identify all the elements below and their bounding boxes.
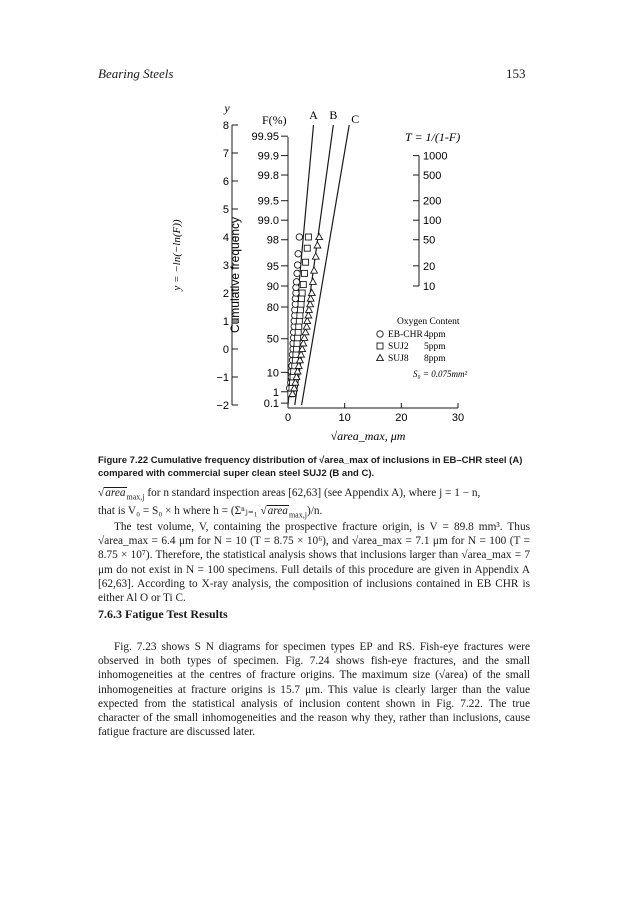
t-tick-label: 1000 bbox=[423, 150, 448, 163]
x-axis-label: √area_max, μm bbox=[330, 429, 406, 443]
line-label-b: B bbox=[329, 108, 338, 122]
sqrt-area-symbol: area bbox=[105, 487, 126, 499]
f-tick-label: 80 bbox=[266, 302, 279, 315]
paragraph-2-text: The test volume, V, containing the prospective fracture origin, is V = 89.8 mm³. Thus √area_max = 6.4 μm for N = 10 (T = 8.75 × 10⁶), and √area_max = 7.1 μm for N = 100 (T = 8.75 × 10⁷). Therefore, the statistical analysis shows that inclusions larger than √area_max = 7 μm do not exist in N = 100 specimens. Full details of this procedure are given in Appendix A [62,63]. According to X-ray analysis, the composition of inclusions contained in EB CHR is either Al O or Ti C. bbox=[98, 521, 530, 605]
t-tick-label: 50 bbox=[423, 234, 436, 247]
f-tick-label: 90 bbox=[266, 280, 279, 293]
section-heading: 7.6.3 Fatigue Test Results bbox=[98, 607, 228, 621]
point-suj8 bbox=[314, 242, 321, 248]
y-reduced-tick-label: 3 bbox=[222, 260, 229, 272]
legend-oxygen-suj8: 8ppm bbox=[424, 354, 446, 364]
paragraph-3 bbox=[98, 640, 530, 739]
point-suj8 bbox=[308, 289, 315, 295]
x-tick-label: 20 bbox=[395, 412, 408, 424]
legend-name-eb-chr: EB-CHR bbox=[388, 330, 423, 340]
point-suj2 bbox=[304, 245, 310, 251]
line-label-a: A bbox=[309, 108, 318, 122]
point-eb-chr bbox=[294, 270, 300, 276]
y-reduced-tick-label: 1 bbox=[222, 316, 229, 328]
paragraph-3-text: Fig. 7.23 shows S N diagrams for specimen types EP and RS. Fish-eye fractures were observed in both types of specimen. Fig. 7.24 shows fish-eye fractures, and the small inhomogeneities at the centres of fracture origins. The maximum size (√area) of the small inhomogeneities at fracture origins is 15.7 μm. This value is clearly larger than the value expected from the statistical analysis of inclusion content shown in Fig. 7.22. The true character of the small inhomogeneities and the reason why they, rather than inclusions, cause fatigue fracture are discussed later. bbox=[98, 641, 530, 739]
x-tick-label: 30 bbox=[451, 412, 465, 424]
paragraph-1-line-2a: that is V₀ = S₀ × h where h = (Σⁿⱼ₌₁ bbox=[98, 505, 258, 518]
point-suj2 bbox=[300, 282, 306, 288]
sqrt-area-symbol-2: area bbox=[267, 505, 288, 518]
point-suj2 bbox=[296, 324, 302, 330]
sub-max-j: max,j bbox=[126, 492, 145, 502]
legend-title: Oxygen Content bbox=[397, 317, 460, 327]
f-tick-label: 99.0 bbox=[257, 215, 279, 228]
f-tick-label: 50 bbox=[266, 333, 279, 346]
x-tick-label: 10 bbox=[338, 412, 351, 424]
point-suj8 bbox=[311, 267, 318, 273]
y-reduced-tick-label: 8 bbox=[222, 120, 229, 132]
point-suj2 bbox=[298, 301, 304, 307]
y-reduced-tick-label: 5 bbox=[222, 204, 229, 216]
f-tick-label: 99.8 bbox=[257, 170, 279, 183]
point-suj8 bbox=[316, 233, 323, 239]
f-tick-label: 95 bbox=[266, 260, 279, 273]
legend-marker-suj2 bbox=[377, 343, 383, 349]
legend-marker-eb-chr bbox=[377, 331, 383, 337]
y-reduced-label: y = −ln(−ln(F)) bbox=[171, 219, 183, 291]
y-axis-letter: y bbox=[224, 101, 230, 115]
point-suj8 bbox=[310, 278, 317, 284]
point-suj2 bbox=[297, 307, 303, 313]
x-tick-label: 0 bbox=[284, 412, 292, 424]
y-reduced-tick-label: 4 bbox=[222, 232, 229, 244]
y-reduced-tick-label: −2 bbox=[216, 400, 229, 412]
point-suj2 bbox=[294, 340, 300, 346]
f-tick-label: 99.5 bbox=[257, 195, 279, 208]
t-tick-label: 20 bbox=[423, 260, 436, 273]
page-number: 153 bbox=[506, 66, 526, 81]
point-eb-chr bbox=[294, 262, 300, 268]
f-tick-label: 10 bbox=[266, 367, 279, 380]
point-eb-chr bbox=[296, 234, 302, 240]
f-tick-label: 98 bbox=[266, 234, 279, 247]
paragraph-1-line-2b: )/n. bbox=[306, 505, 323, 518]
point-suj2 bbox=[296, 318, 302, 324]
point-eb-chr bbox=[293, 279, 299, 285]
line-label-c: C bbox=[351, 112, 360, 126]
f-ticks bbox=[251, 131, 288, 410]
t-tick-label: 200 bbox=[423, 195, 442, 208]
paragraph-1-line-2: that is V₀ = S₀ × h where h = (Σⁿⱼ₌₁ √area$_{max,j}$)/n. bbox=[98, 505, 323, 520]
sub-max-j-2: max,j bbox=[288, 510, 307, 520]
paragraph-1-line-1: √area$_{max,j}$ for n standard inspection areas [62,63] (see Appendix A), where j = 1 − n, bbox=[98, 487, 481, 502]
t-axis-label: T = 1/(1-F) bbox=[405, 130, 461, 144]
x-ticks bbox=[285, 403, 464, 424]
point-suj2 bbox=[297, 312, 303, 318]
legend-name-suj8: SUJ8 bbox=[388, 354, 409, 364]
point-suj2 bbox=[303, 259, 309, 265]
t-tick-label: 500 bbox=[423, 170, 442, 183]
point-eb-chr bbox=[295, 251, 301, 257]
f-tick-label: 99.9 bbox=[257, 150, 279, 163]
f-tick-label: 0.1 bbox=[263, 398, 279, 411]
f-header: F(%) bbox=[262, 113, 287, 127]
y-reduced-tick-label: 7 bbox=[222, 148, 229, 160]
y-reduced-tick-label: 6 bbox=[222, 176, 229, 188]
figure-caption: Figure 7.22 Cumulative frequency distribution of √area_max of inclusions in EB–CHR steel (A) compared with commercial super clean steel SUJ2 (B and C). bbox=[98, 455, 523, 479]
point-suj2 bbox=[299, 296, 305, 302]
paragraph-1 bbox=[98, 486, 530, 523]
y-reduced-tick-label: −1 bbox=[216, 372, 229, 384]
y-reduced-tick-label: 0 bbox=[222, 344, 229, 356]
point-suj2 bbox=[299, 290, 305, 296]
point-suj2 bbox=[301, 270, 307, 276]
point-suj2 bbox=[305, 234, 311, 240]
point-suj2 bbox=[295, 329, 301, 335]
legend-oxygen-suj2: 5ppm bbox=[424, 342, 446, 352]
t-ticks bbox=[413, 151, 447, 293]
paragraph-1-text: for n standard inspection areas [62,63] (see Appendix A), where j = 1 − n, bbox=[147, 487, 481, 499]
t-tick-label: 100 bbox=[423, 215, 442, 228]
legend-name-suj2: SUJ2 bbox=[388, 342, 409, 352]
paragraph-2 bbox=[98, 520, 530, 605]
f-tick-label: 1 bbox=[272, 386, 279, 399]
area-note: S₀ = 0.075mm² bbox=[413, 369, 468, 379]
f-tick-label: 99.95 bbox=[251, 131, 279, 144]
legend-marker-suj8 bbox=[377, 354, 384, 360]
running-title: Bearing Steels bbox=[98, 66, 174, 81]
y-axis-label: Cumulative frequency bbox=[228, 216, 242, 334]
legend bbox=[377, 317, 468, 379]
point-suj2 bbox=[295, 335, 301, 341]
y-reduced-tick-label: 2 bbox=[222, 288, 229, 300]
point-suj8 bbox=[312, 253, 319, 259]
legend-oxygen-eb-chr: 4ppm bbox=[424, 330, 446, 340]
t-tick-label: 10 bbox=[423, 280, 436, 293]
